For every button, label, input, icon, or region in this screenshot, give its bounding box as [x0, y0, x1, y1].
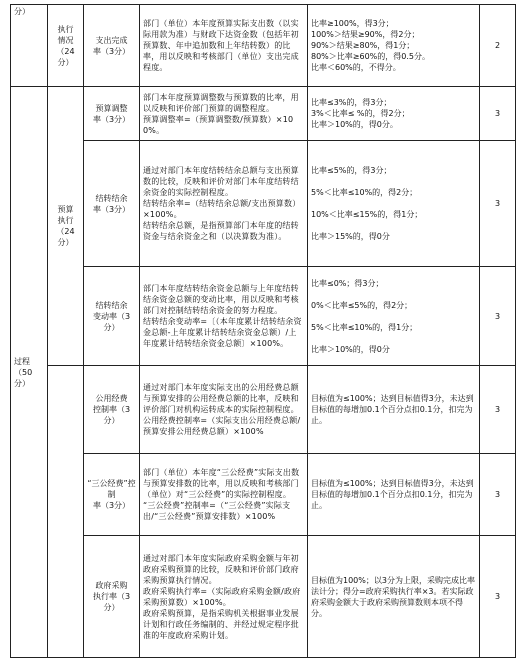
indicator-label: 支出完成 率（3分） [92, 35, 131, 56]
indicator-cell [84, 87, 140, 141]
criteria-cell [308, 141, 480, 267]
table-row [11, 5, 516, 87]
score-value: 3 [494, 490, 501, 499]
score-cell [480, 366, 516, 454]
category-cell-process [11, 87, 48, 658]
score-cell [480, 141, 516, 267]
description-cell [140, 536, 308, 658]
scoring-criteria: 目标值为≤100%；达到目标值得3分，未达到目标值的每增加0.1个百分点扣0.1分，扣完为止。 [311, 394, 474, 425]
table-row [11, 366, 516, 454]
indicator-cell [84, 366, 140, 454]
description-cell [140, 5, 308, 87]
indicator-description: 部门本年度预算调整数与预算数的比率，用以反映和评价部门预算的调整程度。 预算调整率=（预算调整数/预算数）×100%。 [143, 92, 299, 135]
indicator-label: 预算调整 率（3分） [92, 103, 131, 124]
scoring-criteria: 比率≤0%；得3分； 0%＜比率≤5%的，得2分； 5%＜比率≤10%的，得1分； 比率＞10%的，得0分 [311, 278, 418, 354]
score-value: 3 [494, 199, 501, 208]
indicator-description: 通过对部门本年度结转结余总额与支出预算数的比较，反映和评价对部门本年度结转结余资金的实际控制程度。 结转结余率=（结转结余总额/支出预算数）×100%。 结转结余总额，是指预算部门本年度的结转资金与结余资金之和（以决算数为准）。 [143, 166, 301, 241]
score-cell [480, 5, 516, 87]
performance-evaluation-table [10, 4, 516, 658]
table-row [11, 267, 516, 366]
indicator-cell [84, 454, 140, 536]
criteria-cell [308, 366, 480, 454]
description-cell [140, 366, 308, 454]
score-value: 3 [494, 311, 501, 321]
scoring-criteria: 比率≤3%的，得3分； 3%＜比率≤ %的，得2分； 比率＞10%的，得0分。 [311, 98, 410, 129]
score-value: 3 [494, 109, 501, 118]
scoring-criteria: 比率≤5%的，得3分； 5%＜比率≤10%的，得2分； 10%＜比率≤15%的，得1分； 比率＞15%的，得0分 [311, 166, 423, 241]
description-cell [140, 141, 308, 267]
scoring-criteria: 比率≥100%，得3分； 100%＞结果≥90%，得2分； 90%＞结果≥80%，得1分； 80%＞比率≥60%的，得0.5分。 比率＜60%的，不得分。 [311, 19, 430, 72]
indicator-cell [84, 5, 140, 87]
indicator-label: “三公经费”控制 率（3分） [87, 479, 136, 510]
group-label-budget: 预算 执行 （24 分） [56, 205, 75, 247]
score-value: 3 [494, 592, 501, 601]
score-cell [480, 267, 516, 366]
scoring-criteria: 目标值为100%；以3分为上限，采购完成比率法计分；得分=政府采购执行率×3。若实际政府采购金额大于政府采购预算数则本项不得分。 [311, 575, 475, 618]
description-cell [140, 267, 308, 366]
criteria-cell [308, 454, 480, 536]
indicator-label: 结转结余 变动率（3 分） [92, 300, 131, 332]
criteria-cell [308, 87, 480, 141]
group-cell-empty [48, 366, 84, 658]
indicator-description: 通过对部门本年度实际政府采购金额与年初政府采购预算的比较，反映和评价部门政府采购预算执行情况。 政府采购执行率=（实际政府采购金额/政府采购预算数）×100%。 政府采购预算，是指采购机关根据事业发展计划和行政任务编制的、并经过规定程序批准的年度政府采购计划。 [143, 553, 301, 640]
indicator-description: 部门（单位）本年度“三公经费”实际支出数与预算安排数的比率，用以反映和考核部门（单位）对“三公经费”的实际控制程度。 “三公经费”控制率=（“三公经费”实际支出/“三公经费”预算安排数）×100% [143, 468, 300, 521]
indicator-cell [84, 536, 140, 658]
score-cell [480, 536, 516, 658]
score-value: 2 [494, 41, 501, 50]
indicator-description: 通过对部门本年度实际支出的公用经费总额与预算安排的公用经费总额的比率，反映和评价部门对机构运转成本的实际控制程度。 公用经费控制率=（实际支出公用经费总额/预算安排公用经费总额）×100% [143, 383, 301, 436]
table-row [11, 141, 516, 267]
group-cell-budget [48, 87, 84, 366]
scoring-criteria: 目标值为≤100%；达到目标值得3分，未达到目标值的每增加0.1个百分点扣0.1分，扣完为止。 [311, 479, 474, 510]
indicator-cell [84, 267, 140, 366]
description-cell [140, 87, 308, 141]
table-row [11, 454, 516, 536]
table-row [11, 87, 516, 141]
indicator-label: 政府采购 执行率（3 分） [92, 581, 131, 612]
score-value: 3 [494, 405, 501, 414]
group-cell-execution [48, 5, 84, 87]
table-row [11, 536, 516, 658]
criteria-cell [308, 536, 480, 658]
indicator-description: 部门本年度结转结余资金总额与上年度结转结余资金总额的变动比率，用以反映和考核部门对控制结转结余资金的努力程度。 结转结余变动率=〔（本年度累计结转结余资金总额-上年度累计结转结余资金总额）/上年度累计结转结余资金总额〕×100%。 [143, 284, 302, 348]
indicator-cell [84, 141, 140, 267]
category-cell-continued: 分） [11, 5, 48, 87]
group-label-execution: 执行 情况 （24 分） [56, 24, 75, 67]
indicator-description: 部门（单位）本年度预算实际支出数（以实际用款为准）与财政下达资金数（包括年初预算数、年中追加数和上年结转数）的比率，用以反映和考核部门（单位）支出完成程度。 [143, 19, 299, 72]
criteria-cell [308, 5, 480, 87]
indicator-label: 公用经费 控制率（3 分） [92, 394, 131, 425]
criteria-cell [308, 267, 480, 366]
indicator-label: 结转结余 率（3分） [92, 193, 131, 214]
score-cell [480, 87, 516, 141]
category-label-process: 过程 （50 分） [14, 356, 33, 388]
score-cell [480, 454, 516, 536]
description-cell [140, 454, 308, 536]
